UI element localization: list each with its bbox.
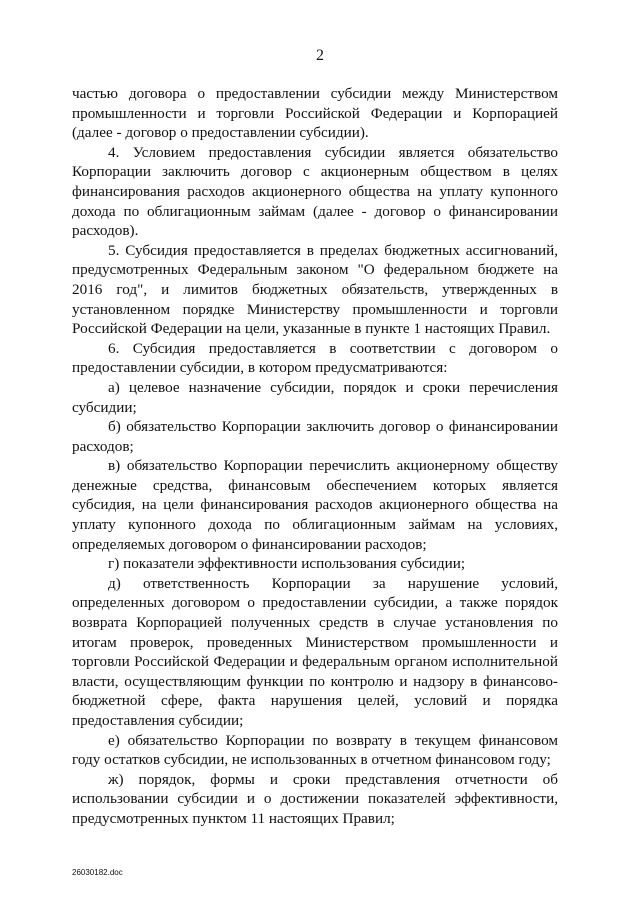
paragraph-continuation: частью договора о предоставлении субсидии между Министерством промышленности и торговли Российской Федерации и Корпорацией (далее - договор о предоставлении субсидии). [72,85,558,142]
subitem-v: в) обязательство Корпорации перечислить акционерному обществу денежные средства, финансовым обеспечением которых является субсидия, на цели финансирования расходов акционерного общества на уплату купонного дохода по облигационным займам на условиях, определяемых договором о финансировании расходов; [72,457,558,553]
subitem-d: д) ответственность Корпорации за нарушение условий, определенных договором о предоставлении субсидии, а также порядок возврата Корпорацией полученных средств в случае установления по итогам проверок, проведенных Министерством промышленности и торговли Российской Федерации и федеральным органом исполнительной власти, осуществляющим функции по контролю и надзору в финансово-бюджетной сфере, факта нарушения целей, условий и порядка предоставления субсидии; [72,574,558,729]
paragraph-item-5: 5. Субсидия предоставляется в пределах бюджетных ассигнований, предусмотренных Федеральным законом "О федеральном бюджете на 2016 год", и лимитов бюджетных обязательств, утвержденных в установленном порядке Министерству промышленности и торговли Российской Федерации на цели, указанные в пункте 1 настоящих Правил. [72,241,558,338]
paragraph-item-6: 6. Субсидия предоставляется в соответствии с договором о предоставлении субсидии, в котором предусматриваются: [72,339,558,377]
document-footer-filename: 26030182.doc [72,868,123,877]
subitem-a: а) целевое назначение субсидии, порядок и сроки перечисления субсидии; [72,378,558,416]
page-number: 2 [316,47,324,64]
paragraph-item-4: 4. Условием предоставления субсидии является обязательство Корпорации заключить договор с акционерным обществом в целях финансирования расходов акционерного общества на уплату купонного дохода по облигационным займам (далее - договор о финансировании расходов). [72,143,558,240]
document-body [72,84,558,829]
subitem-b: б) обязательство Корпорации заключить договор о финансировании расходов; [72,418,558,455]
subitem-zh: ж) порядок, формы и сроки представления отчетности об использовании субсидии и о достижении показателей эффективности, предусмотренных пунктом 11 настоящих Правил; [72,770,558,827]
subitem-e: е) обязательство Корпорации по возврату в текущем финансовом году остатков субсидии, не использованных в отчетном финансовом году; [72,731,558,769]
subitem-g: г) показатели эффективности использования субсидии; [108,555,466,573]
